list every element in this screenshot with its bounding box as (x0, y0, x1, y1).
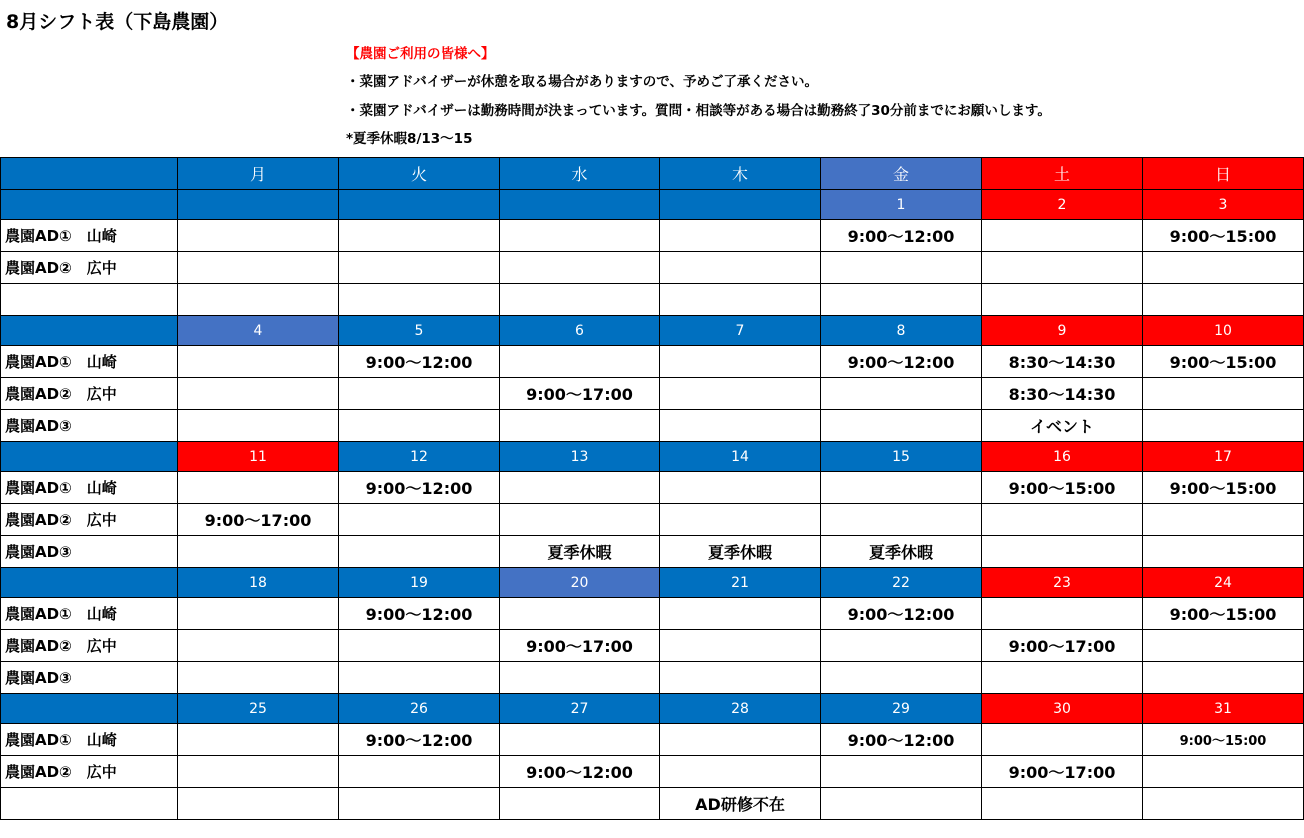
staff-name-cell: 農園AD① 山崎 (1, 346, 178, 378)
shift-cell (982, 252, 1143, 284)
shift-cell (178, 284, 339, 316)
date-row-label-cell (1, 442, 178, 472)
shift-cell (821, 284, 982, 316)
date-cell: 13 (500, 442, 660, 472)
date-row (1, 694, 1304, 724)
shift-table (0, 157, 1304, 820)
shift-cell (821, 378, 982, 410)
notice-heading: 【農園ご利用の皆様へ】 (346, 46, 495, 62)
shift-cell (660, 378, 821, 410)
shift-cell: 9:00〜12:00 (339, 346, 500, 378)
staff-row (1, 536, 1304, 568)
staff-name-cell (1, 788, 178, 820)
weekday-header-row (1, 158, 1304, 190)
date-row-label-cell (1, 316, 178, 346)
shift-cell (339, 756, 500, 788)
shift-cell: 9:00〜12:00 (339, 472, 500, 504)
shift-cell (982, 662, 1143, 694)
shift-cell (178, 756, 339, 788)
date-cell: 12 (339, 442, 500, 472)
date-row-label-cell (1, 568, 178, 598)
shift-cell (500, 284, 660, 316)
date-cell: 24 (1143, 568, 1304, 598)
shift-cell (1143, 662, 1304, 694)
date-row-label-cell (1, 694, 178, 724)
shift-cell (660, 472, 821, 504)
staff-name-cell: 農園AD③ (1, 536, 178, 568)
shift-cell: 8:30〜14:30 (982, 378, 1143, 410)
date-cell: 14 (660, 442, 821, 472)
shift-cell: イベント (982, 410, 1143, 442)
shift-cell (500, 410, 660, 442)
shift-cell (660, 284, 821, 316)
date-cell: 21 (660, 568, 821, 598)
staff-row (1, 630, 1304, 662)
shift-cell (500, 252, 660, 284)
date-cell: 30 (982, 694, 1143, 724)
shift-cell (660, 410, 821, 442)
date-cell: 17 (1143, 442, 1304, 472)
shift-cell (339, 536, 500, 568)
staff-row (1, 252, 1304, 284)
shift-cell (178, 662, 339, 694)
staff-row (1, 756, 1304, 788)
staff-row (1, 284, 1304, 316)
shift-cell (821, 504, 982, 536)
shift-cell (982, 598, 1143, 630)
staff-name-cell: 農園AD② 広中 (1, 252, 178, 284)
shift-cell (339, 378, 500, 410)
shift-cell (178, 598, 339, 630)
shift-cell (178, 220, 339, 252)
shift-cell: 9:00〜17:00 (982, 756, 1143, 788)
shift-cell (982, 788, 1143, 820)
shift-cell (178, 724, 339, 756)
notice-line-2: ・菜園アドバイザーは勤務時間が決まっています。質問・相談等がある場合は勤務終了30分前までにお願いします。 (346, 103, 1051, 119)
shift-cell: 9:00〜12:00 (821, 220, 982, 252)
date-cell (178, 190, 339, 220)
date-cell: 20 (500, 568, 660, 598)
date-cell: 9 (982, 316, 1143, 346)
shift-cell (821, 630, 982, 662)
shift-cell (339, 504, 500, 536)
shift-cell (178, 536, 339, 568)
shift-cell (1143, 252, 1304, 284)
weekday-header-cell: 土 (982, 158, 1143, 190)
staff-row (1, 410, 1304, 442)
staff-name-cell: 農園AD① 山崎 (1, 724, 178, 756)
shift-cell (500, 220, 660, 252)
shift-cell (178, 378, 339, 410)
shift-cell (339, 410, 500, 442)
shift-cell (982, 536, 1143, 568)
shift-cell (660, 504, 821, 536)
shift-cell (178, 346, 339, 378)
shift-cell (660, 756, 821, 788)
staff-name-cell: 農園AD③ (1, 410, 178, 442)
shift-cell: 9:00〜12:00 (339, 724, 500, 756)
shift-cell (821, 788, 982, 820)
staff-name-cell: 農園AD② 広中 (1, 630, 178, 662)
shift-cell (339, 252, 500, 284)
date-row (1, 568, 1304, 598)
date-cell (660, 190, 821, 220)
date-cell: 5 (339, 316, 500, 346)
date-cell: 19 (339, 568, 500, 598)
shift-cell (821, 410, 982, 442)
shift-cell (500, 472, 660, 504)
date-cell: 16 (982, 442, 1143, 472)
shift-cell (500, 724, 660, 756)
shift-cell (821, 472, 982, 504)
shift-cell: AD研修不在 (660, 788, 821, 820)
shift-cell (1143, 630, 1304, 662)
date-cell: 7 (660, 316, 821, 346)
shift-cell (660, 252, 821, 284)
shift-cell: 夏季休暇 (500, 536, 660, 568)
date-cell: 4 (178, 316, 339, 346)
shift-cell (500, 598, 660, 630)
date-cell: 28 (660, 694, 821, 724)
shift-cell (339, 662, 500, 694)
shift-cell: 9:00〜15:00 (1143, 220, 1304, 252)
date-cell: 3 (1143, 190, 1304, 220)
shift-cell (982, 220, 1143, 252)
shift-cell (660, 346, 821, 378)
date-cell: 1 (821, 190, 982, 220)
shift-cell (982, 504, 1143, 536)
shift-cell: 9:00〜12:00 (821, 598, 982, 630)
shift-cell (1143, 284, 1304, 316)
shift-cell: 夏季休暇 (821, 536, 982, 568)
shift-cell (1143, 504, 1304, 536)
date-row-label-cell (1, 190, 178, 220)
staff-name-cell: 農園AD② 広中 (1, 756, 178, 788)
staff-row (1, 662, 1304, 694)
staff-row (1, 346, 1304, 378)
staff-name-cell (1, 284, 178, 316)
shift-cell (1143, 410, 1304, 442)
date-cell: 25 (178, 694, 339, 724)
shift-cell: 夏季休暇 (660, 536, 821, 568)
shift-cell (178, 252, 339, 284)
staff-row (1, 598, 1304, 630)
staff-name-cell: 農園AD① 山崎 (1, 472, 178, 504)
shift-cell (660, 724, 821, 756)
staff-row (1, 724, 1304, 756)
staff-name-cell: 農園AD① 山崎 (1, 220, 178, 252)
shift-cell (660, 630, 821, 662)
staff-name-cell: 農園AD① 山崎 (1, 598, 178, 630)
shift-cell: 9:00〜12:00 (500, 756, 660, 788)
header-corner-cell (1, 158, 178, 190)
date-cell: 18 (178, 568, 339, 598)
date-cell: 10 (1143, 316, 1304, 346)
date-cell: 26 (339, 694, 500, 724)
shift-cell (500, 662, 660, 694)
shift-cell (982, 724, 1143, 756)
weekday-header-cell: 水 (500, 158, 660, 190)
shift-cell: 9:00〜15:00 (1143, 598, 1304, 630)
weekday-header-cell: 木 (660, 158, 821, 190)
shift-cell (178, 788, 339, 820)
shift-cell (178, 630, 339, 662)
shift-cell (500, 504, 660, 536)
shift-cell: 9:00〜17:00 (178, 504, 339, 536)
shift-cell (178, 410, 339, 442)
shift-cell: 9:00〜15:00 (1143, 724, 1304, 756)
shift-cell (660, 662, 821, 694)
shift-cell: 9:00〜17:00 (982, 630, 1143, 662)
date-cell: 8 (821, 316, 982, 346)
date-cell: 6 (500, 316, 660, 346)
shift-cell: 9:00〜17:00 (500, 630, 660, 662)
page-title: 8月シフト表（下島農園） (6, 11, 229, 33)
staff-row (1, 504, 1304, 536)
date-cell: 29 (821, 694, 982, 724)
weekday-header-cell: 金 (821, 158, 982, 190)
weekday-header-cell: 日 (1143, 158, 1304, 190)
staff-row (1, 472, 1304, 504)
date-cell: 15 (821, 442, 982, 472)
shift-cell (178, 472, 339, 504)
staff-row (1, 220, 1304, 252)
shift-cell: 9:00〜12:00 (821, 724, 982, 756)
shift-cell (821, 756, 982, 788)
shift-cell (821, 662, 982, 694)
shift-cell (821, 252, 982, 284)
shift-cell (339, 284, 500, 316)
date-cell: 31 (1143, 694, 1304, 724)
shift-cell: 9:00〜15:00 (1143, 472, 1304, 504)
shift-cell (1143, 378, 1304, 410)
notice-line-3: *夏季休暇8/13〜15 (346, 131, 473, 147)
weekday-header-cell: 月 (178, 158, 339, 190)
date-cell: 27 (500, 694, 660, 724)
staff-name-cell: 農園AD③ (1, 662, 178, 694)
date-cell: 23 (982, 568, 1143, 598)
staff-row (1, 378, 1304, 410)
shift-cell (1143, 788, 1304, 820)
shift-cell: 9:00〜12:00 (821, 346, 982, 378)
shift-cell: 9:00〜15:00 (1143, 346, 1304, 378)
staff-name-cell: 農園AD② 広中 (1, 504, 178, 536)
date-row (1, 190, 1304, 220)
shift-cell (500, 788, 660, 820)
shift-cell (339, 788, 500, 820)
shift-cell: 8:30〜14:30 (982, 346, 1143, 378)
date-row (1, 442, 1304, 472)
staff-row (1, 788, 1304, 820)
date-cell (500, 190, 660, 220)
weekday-header-cell: 火 (339, 158, 500, 190)
shift-cell (339, 630, 500, 662)
notice-line-1: ・菜園アドバイザーが休憩を取る場合がありますので、予めご了承ください。 (346, 74, 818, 90)
shift-cell (339, 220, 500, 252)
shift-cell (982, 284, 1143, 316)
date-cell: 11 (178, 442, 339, 472)
date-cell: 2 (982, 190, 1143, 220)
shift-cell (1143, 756, 1304, 788)
shift-cell (660, 220, 821, 252)
date-cell (339, 190, 500, 220)
staff-name-cell: 農園AD② 広中 (1, 378, 178, 410)
shift-cell (1143, 536, 1304, 568)
date-row (1, 316, 1304, 346)
shift-cell (500, 346, 660, 378)
shift-cell: 9:00〜17:00 (500, 378, 660, 410)
shift-cell: 9:00〜12:00 (339, 598, 500, 630)
shift-cell (660, 598, 821, 630)
date-cell: 22 (821, 568, 982, 598)
shift-cell: 9:00〜15:00 (982, 472, 1143, 504)
